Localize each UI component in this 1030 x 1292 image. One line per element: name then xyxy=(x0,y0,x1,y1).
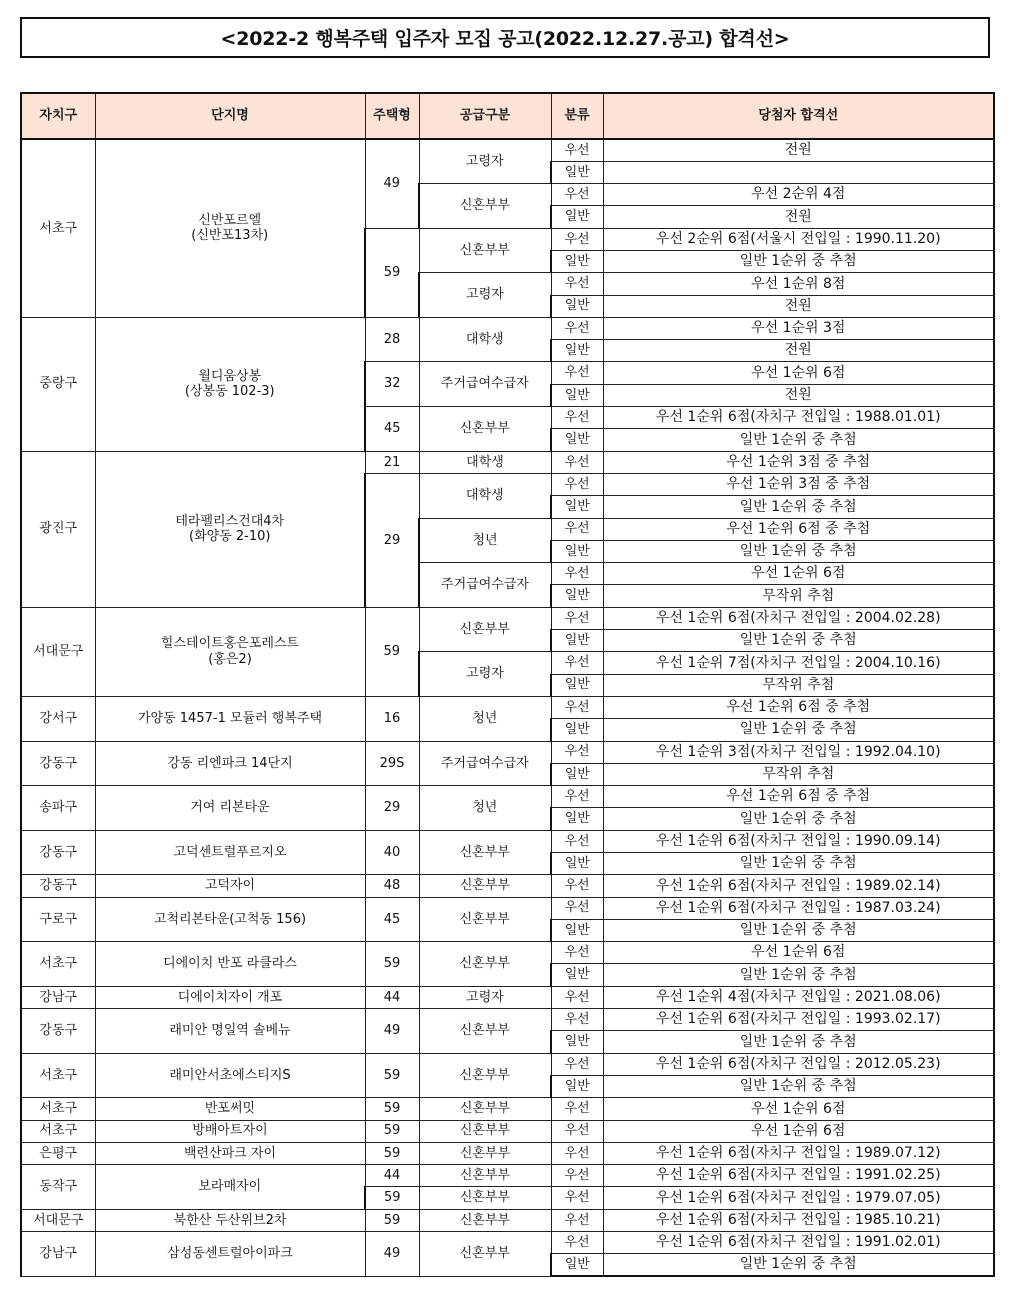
cell-category: 일반 xyxy=(551,206,603,228)
cell-district: 서대문구 xyxy=(21,1209,95,1231)
cell-cutoff: 우선 1순위 6점(자치구 전입일 : 1989.02.14) xyxy=(603,875,994,897)
cell-district: 동작구 xyxy=(21,1165,95,1210)
cell-complex: 방배아트자이 xyxy=(95,1120,365,1142)
cell-cutoff: 우선 1순위 6점 xyxy=(603,1120,994,1142)
cell-cutoff: 일반 1순위 중 추첨 xyxy=(603,964,994,986)
cell-category: 우선 xyxy=(551,786,603,808)
cell-supply-type: 신혼부부 xyxy=(419,407,551,452)
cell-cutoff: 우선 1순위 6점(자치구 전입일 : 2004.02.28) xyxy=(603,607,994,629)
cell-supply-type: 고령자 xyxy=(419,273,551,318)
table-row xyxy=(21,607,994,629)
cell-supply-type: 신혼부부 xyxy=(419,607,551,652)
cell-supply-type: 신혼부부 xyxy=(419,1187,551,1209)
cell-category: 일반 xyxy=(551,161,603,183)
cell-house-type: 16 xyxy=(365,696,419,741)
cell-house-type: 59 xyxy=(365,1209,419,1231)
cell-complex: 백련산파크 자이 xyxy=(95,1142,365,1164)
cell-cutoff: 우선 1순위 6점 중 추첨 xyxy=(603,696,994,718)
cell-cutoff: 우선 1순위 3점(자치구 전입일 : 1992.04.10) xyxy=(603,741,994,763)
cell-house-type: 49 xyxy=(365,139,419,228)
cell-house-type: 49 xyxy=(365,1232,419,1277)
cell-category: 우선 xyxy=(551,362,603,384)
cell-supply-type: 신혼부부 xyxy=(419,1142,551,1164)
cell-cutoff: 일반 1순위 중 추첨 xyxy=(603,250,994,272)
cell-house-type: 59 xyxy=(365,1142,419,1164)
cell-district: 서초구 xyxy=(21,942,95,987)
cell-district: 중랑구 xyxy=(21,317,95,451)
cell-category: 우선 xyxy=(551,897,603,919)
cell-district: 강동구 xyxy=(21,1009,95,1054)
cell-category: 우선 xyxy=(551,1209,603,1231)
cell-cutoff: 우선 1순위 6점 xyxy=(603,563,994,585)
cell-category: 일반 xyxy=(551,808,603,830)
cell-house-type: 59 xyxy=(365,1098,419,1120)
cell-supply-type: 신혼부부 xyxy=(419,1120,551,1142)
cell-cutoff xyxy=(603,161,994,183)
cell-district: 강동구 xyxy=(21,875,95,897)
cell-supply-type: 신혼부부 xyxy=(419,228,551,273)
cell-district: 은평구 xyxy=(21,1142,95,1164)
cell-complex: 거여 리본타운 xyxy=(95,786,365,831)
cell-house-type: 40 xyxy=(365,830,419,875)
cell-supply-type: 주거급여수급자 xyxy=(419,563,551,608)
table-row xyxy=(21,986,994,1008)
cell-house-type: 59 xyxy=(365,607,419,696)
cell-category: 일반 xyxy=(551,1075,603,1097)
cell-complex: 월디움상봉 (상봉동 102-3) xyxy=(95,317,365,451)
cell-supply-type: 청년 xyxy=(419,696,551,741)
table-row xyxy=(21,1232,994,1254)
cell-cutoff: 일반 1순위 중 추첨 xyxy=(603,808,994,830)
cell-category: 일반 xyxy=(551,719,603,741)
cell-cutoff: 일반 1순위 중 추첨 xyxy=(603,853,994,875)
cell-category: 우선 xyxy=(551,942,603,964)
cell-supply-type: 대학생 xyxy=(419,317,551,362)
cell-complex: 래미안 명일역 솔베뉴 xyxy=(95,1009,365,1054)
cell-supply-type: 신혼부부 xyxy=(419,1009,551,1054)
header-category: 분류 xyxy=(551,93,603,139)
cell-supply-type: 신혼부부 xyxy=(419,184,551,229)
cell-category: 우선 xyxy=(551,1120,603,1142)
cell-category: 우선 xyxy=(551,473,603,495)
cell-supply-type: 주거급여수급자 xyxy=(419,362,551,407)
cell-category: 우선 xyxy=(551,273,603,295)
cell-cutoff: 우선 1순위 6점 xyxy=(603,362,994,384)
cell-supply-type: 신혼부부 xyxy=(419,1232,551,1277)
table-row xyxy=(21,942,994,964)
table-row xyxy=(21,830,994,852)
table-row xyxy=(21,696,994,718)
cell-supply-type: 고령자 xyxy=(419,986,551,1008)
cell-category: 일반 xyxy=(551,763,603,785)
cell-cutoff: 우선 2순위 6점(서울시 전입일 : 1990.11.20) xyxy=(603,228,994,250)
cell-house-type: 32 xyxy=(365,362,419,407)
cell-cutoff: 일반 1순위 중 추첨 xyxy=(603,1254,994,1276)
table-row xyxy=(21,1098,994,1120)
cell-category: 우선 xyxy=(551,518,603,540)
cell-house-type: 28 xyxy=(365,317,419,362)
cell-category: 일반 xyxy=(551,295,603,317)
cell-house-type: 59 xyxy=(365,942,419,987)
cell-category: 우선 xyxy=(551,741,603,763)
cell-cutoff: 일반 1순위 중 추첨 xyxy=(603,919,994,941)
cell-supply-type: 신혼부부 xyxy=(419,1098,551,1120)
cell-district: 서초구 xyxy=(21,1053,95,1098)
cell-category: 일반 xyxy=(551,1031,603,1053)
cell-cutoff: 일반 1순위 중 추첨 xyxy=(603,496,994,518)
cell-supply-type: 신혼부부 xyxy=(419,1053,551,1098)
header-supply-type: 공급구분 xyxy=(419,93,551,139)
cell-complex: 신반포르엘 (신반포13차) xyxy=(95,139,365,317)
cell-cutoff: 우선 1순위 6점(자치구 전입일 : 1979.07.05) xyxy=(603,1187,994,1209)
cell-category: 일반 xyxy=(551,429,603,451)
cell-house-type: 49 xyxy=(365,1009,419,1054)
cell-house-type: 59 xyxy=(365,1053,419,1098)
cell-house-type: 29 xyxy=(365,473,419,607)
cell-cutoff: 우선 1순위 3점 xyxy=(603,317,994,339)
cell-district: 서초구 xyxy=(21,1098,95,1120)
cell-complex: 고덕센트럴푸르지오 xyxy=(95,830,365,875)
table-row xyxy=(21,317,994,339)
cell-category: 일반 xyxy=(551,250,603,272)
cell-supply-type: 신혼부부 xyxy=(419,897,551,942)
cell-cutoff: 무작위 추첨 xyxy=(603,585,994,607)
cell-cutoff: 일반 1순위 중 추첨 xyxy=(603,630,994,652)
table-row xyxy=(21,741,994,763)
cell-category: 일반 xyxy=(551,674,603,696)
cell-cutoff: 전원 xyxy=(603,384,994,406)
table-row xyxy=(21,1120,994,1142)
cell-category: 우선 xyxy=(551,1165,603,1187)
cell-house-type: 45 xyxy=(365,407,419,452)
cell-complex: 래미안서초에스티지S xyxy=(95,1053,365,1098)
cell-house-type: 59 xyxy=(365,1120,419,1142)
cell-house-type: 48 xyxy=(365,875,419,897)
cell-category: 우선 xyxy=(551,184,603,206)
cell-district: 강남구 xyxy=(21,986,95,1008)
cell-category: 우선 xyxy=(551,451,603,473)
cell-supply-type: 신혼부부 xyxy=(419,1165,551,1187)
cell-cutoff: 우선 1순위 6점(자치구 전입일 : 1985.10.21) xyxy=(603,1209,994,1231)
cell-complex: 디에이치 반포 라클라스 xyxy=(95,942,365,987)
cell-supply-type: 신혼부부 xyxy=(419,942,551,987)
cell-cutoff: 우선 1순위 6점 중 추첨 xyxy=(603,786,994,808)
results-table xyxy=(20,92,995,1277)
cell-cutoff: 우선 1순위 3점 중 추첨 xyxy=(603,473,994,495)
cell-category: 일반 xyxy=(551,585,603,607)
cell-cutoff: 일반 1순위 중 추첨 xyxy=(603,719,994,741)
cell-category: 우선 xyxy=(551,696,603,718)
cell-category: 일반 xyxy=(551,496,603,518)
table-row xyxy=(21,1142,994,1164)
cell-house-type: 21 xyxy=(365,451,419,473)
cell-district: 강남구 xyxy=(21,1232,95,1277)
cell-district: 서초구 xyxy=(21,139,95,317)
table-body xyxy=(21,139,994,1276)
cell-cutoff: 전원 xyxy=(603,206,994,228)
cell-category: 우선 xyxy=(551,986,603,1008)
cell-category: 우선 xyxy=(551,1053,603,1075)
cell-category: 우선 xyxy=(551,1142,603,1164)
cell-house-type: 44 xyxy=(365,986,419,1008)
cell-category: 우선 xyxy=(551,607,603,629)
cell-supply-type: 신혼부부 xyxy=(419,875,551,897)
header-complex: 단지명 xyxy=(95,93,365,139)
table-row xyxy=(21,1009,994,1031)
cell-supply-type: 신혼부부 xyxy=(419,830,551,875)
cell-district: 광진구 xyxy=(21,451,95,607)
cell-category: 우선 xyxy=(551,563,603,585)
cell-district: 강동구 xyxy=(21,741,95,786)
cell-category: 일반 xyxy=(551,540,603,562)
cell-cutoff: 무작위 추첨 xyxy=(603,763,994,785)
cell-category: 일반 xyxy=(551,340,603,362)
cell-supply-type: 청년 xyxy=(419,786,551,831)
cell-district: 강동구 xyxy=(21,830,95,875)
table-row xyxy=(21,139,994,161)
cell-category: 우선 xyxy=(551,652,603,674)
cell-cutoff: 우선 1순위 6점(자치구 전입일 : 1991.02.01) xyxy=(603,1232,994,1254)
table-row xyxy=(21,875,994,897)
cell-complex: 삼성동센트럴아이파크 xyxy=(95,1232,365,1277)
cell-cutoff: 우선 1순위 6점(자치구 전입일 : 1991.02.25) xyxy=(603,1165,994,1187)
cell-category: 일반 xyxy=(551,919,603,941)
cell-house-type: 59 xyxy=(365,1187,419,1209)
cell-category: 우선 xyxy=(551,1187,603,1209)
cell-house-type: 29 xyxy=(365,786,419,831)
cell-cutoff: 우선 1순위 6점 xyxy=(603,942,994,964)
cell-cutoff: 일반 1순위 중 추첨 xyxy=(603,1031,994,1053)
cell-supply-type: 고령자 xyxy=(419,139,551,184)
cell-district: 서대문구 xyxy=(21,607,95,696)
cell-complex: 북한산 두산위브2차 xyxy=(95,1209,365,1231)
cell-cutoff: 우선 1순위 6점(자치구 전입일 : 1988.01.01) xyxy=(603,407,994,429)
cell-category: 우선 xyxy=(551,1009,603,1031)
cell-cutoff: 일반 1순위 중 추첨 xyxy=(603,1075,994,1097)
cell-cutoff: 우선 1순위 8점 xyxy=(603,273,994,295)
cell-cutoff: 우선 1순위 6점(자치구 전입일 : 2012.05.23) xyxy=(603,1053,994,1075)
cell-cutoff: 전원 xyxy=(603,340,994,362)
table-row xyxy=(21,1165,994,1187)
table-row xyxy=(21,897,994,919)
cell-house-type: 45 xyxy=(365,897,419,942)
cell-complex: 고척리본타운(고척동 156) xyxy=(95,897,365,942)
cell-cutoff: 우선 1순위 6점(자치구 전입일 : 1990.09.14) xyxy=(603,830,994,852)
cell-cutoff: 우선 1순위 7점(자치구 전입일 : 2004.10.16) xyxy=(603,652,994,674)
cell-category: 우선 xyxy=(551,830,603,852)
cell-category: 일반 xyxy=(551,384,603,406)
cell-category: 우선 xyxy=(551,407,603,429)
cell-category: 일반 xyxy=(551,630,603,652)
cell-complex: 보라매자이 xyxy=(95,1165,365,1210)
cell-house-type: 59 xyxy=(365,228,419,317)
table-row xyxy=(21,1209,994,1231)
header-house-type: 주택형 xyxy=(365,93,419,139)
cell-cutoff: 전원 xyxy=(603,139,994,161)
cell-cutoff: 전원 xyxy=(603,295,994,317)
cell-house-type: 29S xyxy=(365,741,419,786)
cell-complex: 고덕자이 xyxy=(95,875,365,897)
cell-supply-type: 신혼부부 xyxy=(419,1209,551,1231)
table-row xyxy=(21,1053,994,1075)
cell-district: 서초구 xyxy=(21,1120,95,1142)
cell-cutoff: 우선 1순위 6점(자치구 전입일 : 1989.07.12) xyxy=(603,1142,994,1164)
cell-category: 우선 xyxy=(551,228,603,250)
cell-category: 우선 xyxy=(551,139,603,161)
cell-supply-type: 대학생 xyxy=(419,473,551,518)
cell-category: 우선 xyxy=(551,317,603,339)
cell-cutoff: 우선 1순위 6점(자치구 전입일 : 1987.03.24) xyxy=(603,897,994,919)
cell-complex: 강동 리엔파크 14단지 xyxy=(95,741,365,786)
cell-cutoff: 우선 1순위 4점(자치구 전입일 : 2021.08.06) xyxy=(603,986,994,1008)
cell-cutoff: 무작위 추첨 xyxy=(603,674,994,696)
cell-cutoff: 일반 1순위 중 추첨 xyxy=(603,540,994,562)
cell-category: 우선 xyxy=(551,1232,603,1254)
cell-complex: 디에이치자이 개포 xyxy=(95,986,365,1008)
cell-supply-type: 대학생 xyxy=(419,451,551,473)
cell-cutoff: 우선 1순위 6점(자치구 전입일 : 1993.02.17) xyxy=(603,1009,994,1031)
cell-district: 강서구 xyxy=(21,696,95,741)
cell-supply-type: 주거급여수급자 xyxy=(419,741,551,786)
cell-category: 일반 xyxy=(551,964,603,986)
cell-cutoff: 우선 2순위 4점 xyxy=(603,184,994,206)
cell-cutoff: 우선 1순위 6점 중 추첨 xyxy=(603,518,994,540)
cell-district: 구로구 xyxy=(21,897,95,942)
page-title: <2022-2 행복주택 입주자 모집 공고(2022.12.27.공고) 합격선> xyxy=(20,17,990,58)
cell-house-type: 44 xyxy=(365,1165,419,1187)
cell-cutoff: 우선 1순위 3점 중 추첨 xyxy=(603,451,994,473)
header-cutoff: 당첨자 합격선 xyxy=(603,93,994,139)
cell-supply-type: 고령자 xyxy=(419,652,551,697)
cell-category: 우선 xyxy=(551,875,603,897)
cell-cutoff: 일반 1순위 중 추첨 xyxy=(603,429,994,451)
cell-complex: 힐스테이트홍은포레스트 (홍은2) xyxy=(95,607,365,696)
header-district: 자치구 xyxy=(21,93,95,139)
cell-complex: 반포써밋 xyxy=(95,1098,365,1120)
cell-category: 일반 xyxy=(551,1254,603,1276)
cell-cutoff: 우선 1순위 6점 xyxy=(603,1098,994,1120)
cell-complex: 테라펠리스건대4차 (화양동 2-10) xyxy=(95,451,365,607)
table-row xyxy=(21,786,994,808)
table-header-row xyxy=(21,93,994,139)
cell-category: 우선 xyxy=(551,1098,603,1120)
table-row xyxy=(21,451,994,473)
cell-district: 송파구 xyxy=(21,786,95,831)
cell-complex: 가양동 1457-1 모듈러 행복주택 xyxy=(95,696,365,741)
cell-category: 일반 xyxy=(551,853,603,875)
cell-supply-type: 청년 xyxy=(419,518,551,563)
